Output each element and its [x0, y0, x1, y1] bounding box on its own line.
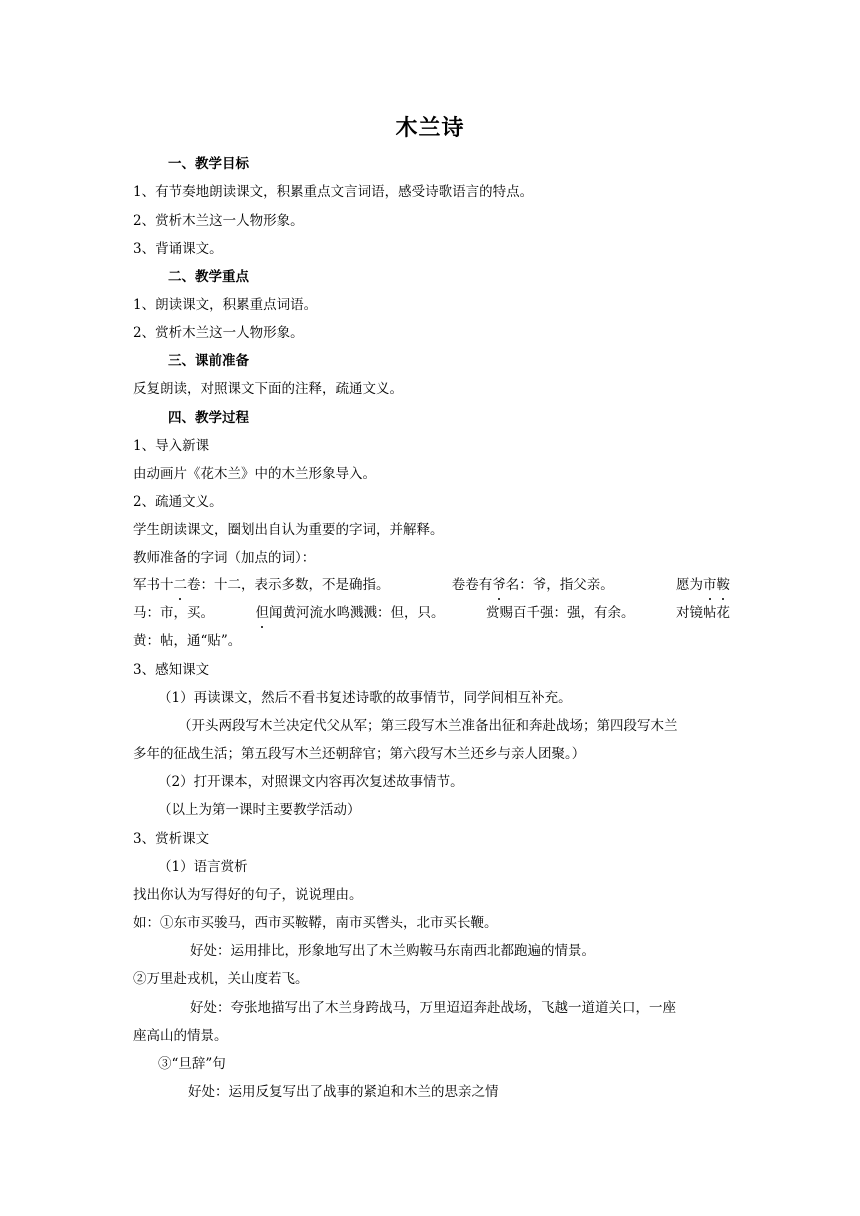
preparation-text: 反复朗读，对照课文下面的注释，疏通文义。: [133, 381, 403, 397]
goal-item-3: 3、背诵课文。: [133, 241, 223, 257]
perceive-note-line-1: （开头两段写木兰决定代父从军；第三段写木兰准备出征和奔赴战场；第四段写木兰: [178, 718, 678, 734]
step-clarify-text: 学生朗读课文，圈划出自认为重要的字词，并解释。: [133, 522, 444, 538]
perceive-item-1: （1）再读课文，然后不看书复述诗歌的故事情节，同学间相互补充。: [158, 690, 572, 706]
heading-teaching-goals: 一、教学目标: [168, 156, 249, 172]
example-3-note: 好处：运用反复写出了战事的紧迫和木兰的思亲之情: [188, 1084, 499, 1100]
heading-teaching-focus: 二、教学重点: [168, 269, 249, 285]
vocab-item-c-gloss: 马：市，买。: [133, 605, 214, 621]
vocab-item-c: 愿为市鞍: [676, 577, 730, 593]
focus-item-2: 2、赏析木兰这一人物形象。: [133, 325, 304, 341]
emphasis-dot: 但: [255, 605, 269, 621]
focus-item-1: 1、朗读课文，积累重点词语。: [133, 297, 318, 313]
emphasis-dot: 市: [703, 577, 717, 593]
vocab-item-b: 卷卷有爷名：爷，指父亲。: [451, 577, 614, 593]
vocab-intro: 教师准备的字词（加点的词）：: [133, 550, 316, 566]
step-intro: 1、导入新课: [133, 438, 210, 454]
lesson-note: （以上为第一课时主要教学活动）: [158, 802, 361, 818]
step-clarify: 2、疏通文义。: [133, 494, 223, 510]
goal-item-2: 2、赏析木兰这一人物形象。: [133, 213, 304, 229]
heading-teaching-process: 四、教学过程: [168, 410, 249, 426]
page-title: 木兰诗: [395, 116, 465, 141]
step-perceive: 3、感知课文: [133, 662, 210, 678]
example-3: ③“旦辞”句: [158, 1056, 226, 1072]
appreciate-language: （1）语言赏析: [158, 859, 248, 875]
appreciate-instruction: 找出你认为写得好的句子，说说理由。: [133, 887, 363, 903]
heading-preparation: 三、课前准备: [168, 353, 249, 369]
goal-item-1: 1、有节奏地朗读课文，积累重点文言词语，感受诗歌语言的特点。: [133, 184, 534, 200]
vocab-line-3: 黄：帖，通“贴”。: [133, 633, 242, 649]
vocab-item-a: 军书十二卷：十二，表示多数，不是确指。: [133, 577, 390, 593]
vocab-item-e: 赏赐百千强：强，有余。: [486, 605, 635, 621]
perceive-note-line-2: 多年的征战生活；第五段写木兰还朝辞官；第六段写木兰还乡与亲人团聚。）: [133, 746, 586, 762]
vocab-item-f: 对镜帖花: [676, 605, 730, 621]
example-1-note: 好处：运用排比，形象地写出了木兰购鞍马东南西北都跑遍的情景。: [190, 943, 595, 959]
example-2: ②万里赴戎机，关山度若飞。: [133, 971, 309, 987]
emphasis-dot: 鞍: [716, 577, 730, 593]
example-2-note-line-1: 好处：夸张地描写出了木兰身跨战马，万里迢迢奔赴战场，飞越一道道关口，一座: [190, 1000, 676, 1016]
emphasis-dot: 爷: [492, 577, 506, 593]
vocab-line-1: [133, 575, 730, 595]
vocab-item-d: 但闻黄河流水鸣溅溅：但，只。: [255, 605, 445, 621]
example-1: 如：①东市买骏马，西市买鞍鞯，南市买辔头，北市买长鞭。: [133, 915, 498, 931]
step-appreciate: 3、赏析课文: [133, 831, 210, 847]
perceive-item-2: （2）打开课本，对照课文内容再次复述故事情节。: [158, 774, 464, 790]
vocab-line-2: [133, 603, 730, 623]
emphasis-dot: 二: [173, 577, 187, 593]
example-2-note-line-2: 座高山的情景。: [133, 1028, 228, 1044]
step-intro-text: 由动画片《花木兰》中的木兰形象导入。: [133, 466, 376, 482]
